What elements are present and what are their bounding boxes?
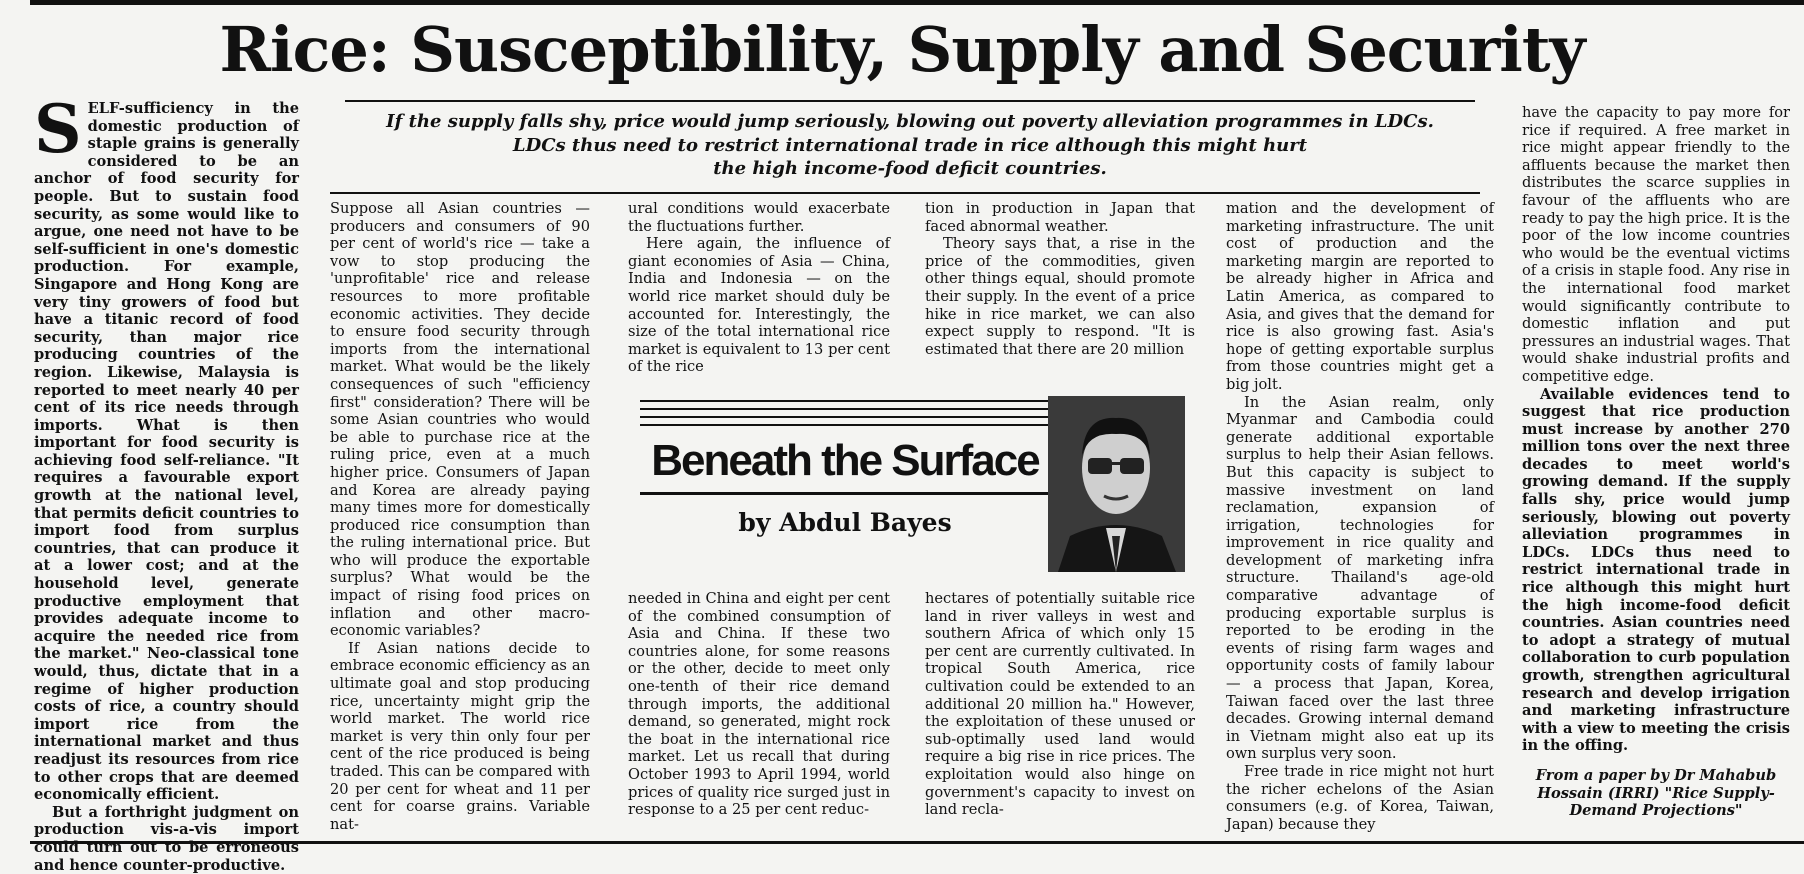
headline: Rice: Susceptibility, Supply and Security	[219, 13, 1585, 86]
decor-line	[640, 408, 1050, 410]
author-photo	[1048, 396, 1185, 572]
col6-paragraph-2: Available evidences tend to suggest that rice production must increase by another 270 million tons over the next three decades to meet world's growing demand. If the supply falls shy, price would jump seriously, blowing out poverty alleviation programmes in LDCs. LDCs thus need to restrict international trade in rice although this might hurt the high income-food deficit countries. Asian countries need to adopt a strategy of mutual collaboration to curb population growth, strengthen agricultural research and develop irrigation and marketing infrastructure with a view to meeting the crisis in the offing.	[1522, 385, 1790, 755]
col2-paragraph-1: Suppose all Asian countries — producers and consumers of 90 per cent of world's rice — take a vow to stop producing the 'unprofitable' rice and release resources to more profitable economic activities. They decide to ensure food security through imports from the international market. What would be the likely consequences of such "efficiency first" consideration? There will be some Asian countries who would be able to purchase rice at the ruling price, even at a much higher price. Consumers of Japan and Korea are already paying many times more for domestically produced rice consumption than the ruling international price. But who will produce the exportable surplus? What would be the impact of rising food prices on inflation and other macro-economic variables?	[330, 200, 590, 640]
article-column-4-top	[925, 200, 1195, 385]
col3-paragraph-3: needed in China and eight per cent of the combined consumption of Asia and China. If these two countries alone, for some reasons or the other, decide to meet only one-tenth of their rice demand through imports, the additional demand, so generated, might rock the boat in the international rice market. Let us recall that during October 1993 to April 1994, world prices of quality rice surged just in response to a 25 per cent reduc-	[628, 590, 890, 819]
deck-line-2: LDCs thus need to restrict international trade in rice although this might hurt	[512, 134, 1308, 156]
col4-paragraph-2: Theory says that, a rise in the price of the commodities, given other things equal, should promote their supply. In the event of a price hike in rice market, we can also expect supply to respond. "It is estimated that there are 20 million	[925, 235, 1195, 358]
article-column-1	[34, 90, 299, 874]
col6-paragraph-1: have the capacity to pay more for rice if required. A free market in rice might appear friendly to the affluents because the market then distributes the scarce supplies in favour of the affluents who are ready to pay the high price. It is the poor of the low income countries who would be the eventual victims of a crisis in staple food. Any rise in the international food market would significantly contribute to domestic inflation and put pressures an industrial wages. That would shake industrial profits and competitive edge.	[1522, 104, 1790, 385]
col4-paragraph-1: tion in production in Japan that faced abnormal weather.	[925, 200, 1195, 235]
decor-line	[640, 416, 1050, 418]
deck-line-1: If the supply falls shy, price would jump seriously, blowing out poverty alleviation programmes in LDCs.	[386, 111, 1434, 132]
col3-paragraph-2: Here again, the influence of giant economies of Asia — China, India and Indonesia — on the world rice market should duly be accounted for. Interestingly, the size of the total international rice market is equivalent to 13 per cent of the rice	[628, 235, 890, 376]
headline-underline-rule	[345, 100, 1475, 102]
col5-paragraph-3: Free trade in rice might not hurt the richer echelons of the Asian consumers (e.g. of Korea, Taiwan, Japan) because they	[1226, 763, 1494, 833]
deck-line-3: the high income-food deficit countries.	[713, 158, 1107, 179]
article-column-2	[330, 200, 590, 835]
col5-paragraph-2: In the Asian realm, only Myanmar and Cambodia could generate additional exportable surplus to help their Asian fellows. But this capacity is subject to massive investment on land reclamation, expansion of irrigation, technologies for improvement in rice quality and development of marketing infra structure. Thailand's age-old comparative advantage of producing exportable surplus is reported to be eroding in the events of rising farm wages and opportunity costs of family labour — a process that Japan, Korea, Taiwan faced over the last three decades. Growing internal demand in Vietnam might also eat up its own surplus very soon.	[1226, 393, 1494, 763]
subheadline-deck	[345, 110, 1475, 181]
article-column-6	[1522, 104, 1790, 836]
top-border-rule	[30, 0, 1804, 5]
col1-paragraph-1: ELF-sufficiency in the domestic production of staple grains is generally considered to be an anchor of food security for people. But to sustain food security, as some would like to argue, one need not have to be self-sufficient in one's domestic production. For example, Singapore and Hong Kong are very tiny growers of food but have a titanic record of food security, than major rice producing countries of the region. Likewise, Malaysia is reported to meet nearly 40 per cent of its rice needs through imports. What is then important for food security is achieving food self-reliance. "It requires a favourable export growth at the national level, that permits deficit countries to import food from surplus countries, that can produce it at a lower cost; and at the household level, generate productive employment that provides adequate income to acquire the needed rice from the market." Neo-classical tone would, thus, dictate that in a regime of higher production costs of rice, a country should import rice from the international market and thus readjust its resources from rice to other crops that are deemed economically efficient.	[34, 100, 299, 804]
col2-paragraph-2: If Asian nations decide to embrace economic efficiency as an ultimate goal and stop producing rice, uncertainty might grip the world market. The world rice market is very thin only four per cent of the rice produced is being traded. This can be compared with 20 per cent for wheat and 11 per cent for coarse grains. Variable nat-	[330, 639, 590, 833]
col4-paragraph-3: hectares of potentially suitable rice land in river valleys in west and southern Africa of which only 15 per cent are currently cultivated. In tropical South America, rice cultivation could be extended to an additional 20 million ha." However, the exploitation of these unused or sub-optimally used land would require a big rise in rice prices. The exploitation would also hinge on government's capacity to invest on land recla-	[925, 590, 1195, 819]
decor-line	[640, 492, 1050, 495]
article-column-3-bottom	[628, 590, 890, 835]
source-credit: From a paper by Dr Mahabub Hossain (IRRI) "Rice Supply-Demand Projections"	[1535, 766, 1777, 820]
drop-cap: S	[34, 90, 82, 168]
column-logo-box	[640, 396, 1185, 572]
col3-paragraph-1: ural conditions would exacerbate the fluctuations further.	[628, 200, 890, 235]
col5-paragraph-1: mation and the development of marketing infrastructure. The unit cost of production and the marketing margin are reported to be already higher in Africa and Latin America, as compared to Asia, and gives that the demand for rice is also growing fast. Asia's hope of getting exportable surplus from those countries might get a big jolt.	[1226, 200, 1494, 393]
decor-line	[640, 400, 1050, 402]
article-column-3-top	[628, 200, 890, 385]
column-title: Beneath the Surface	[651, 436, 1039, 485]
article-column-4-bottom	[925, 590, 1195, 835]
article-column-5	[1226, 200, 1494, 835]
deck-underline-rule	[330, 192, 1480, 194]
author-byline: by Abdul Bayes	[738, 508, 952, 537]
decor-line	[640, 424, 1050, 426]
col1-paragraph-2: But a forthright judgment on production vis-a-vis import could turn out to be erroneous and hence counter-productive.	[34, 803, 299, 874]
